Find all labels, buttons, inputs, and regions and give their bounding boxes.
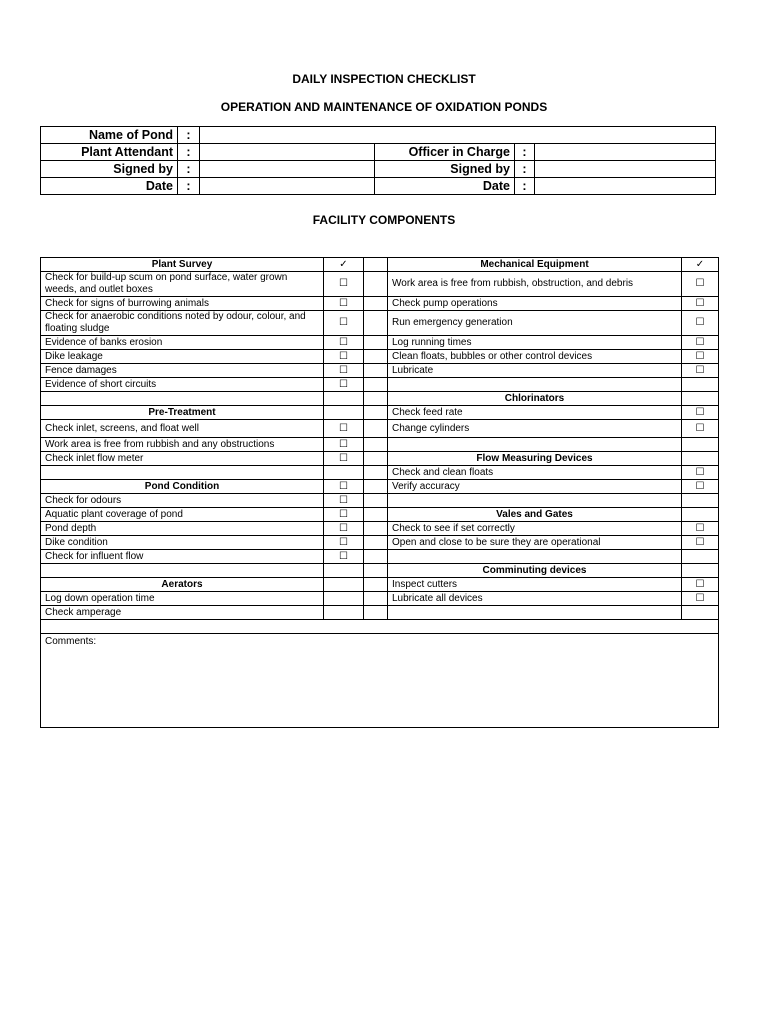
table-row	[41, 592, 719, 606]
empty-cell	[388, 494, 682, 508]
spacer-cell	[364, 420, 388, 438]
item-label: Pond depth	[41, 522, 324, 536]
item-label: Check amperage	[41, 606, 324, 620]
checkbox-icon[interactable]: ☐	[324, 364, 364, 378]
colon: :	[178, 127, 200, 144]
checkbox-icon[interactable]: ☐	[324, 350, 364, 364]
empty-cell	[324, 392, 364, 406]
table-row	[41, 420, 719, 438]
checkbox-icon[interactable]: ☐	[324, 336, 364, 350]
checkbox-icon[interactable]: ☐	[682, 536, 719, 550]
table-row	[41, 536, 719, 550]
item-label: Check pump operations	[388, 297, 682, 311]
checkbox-icon[interactable]: ☐	[682, 480, 719, 494]
empty-cell	[682, 378, 719, 392]
plant-attendant-label: Plant Attendant	[41, 144, 178, 161]
checkbox-icon[interactable]: ☐	[324, 378, 364, 392]
empty-cell	[682, 550, 719, 564]
empty-cell	[324, 606, 364, 620]
empty-cell	[324, 406, 364, 420]
form-row-signed-by	[41, 161, 716, 178]
table-row	[41, 452, 719, 466]
table-row	[41, 364, 719, 378]
empty-cell	[324, 578, 364, 592]
checkbox-icon[interactable]: ☐	[682, 420, 719, 438]
table-row	[41, 438, 719, 452]
table-row	[41, 522, 719, 536]
name-of-pond-field[interactable]	[200, 127, 716, 144]
vales-and-gates-heading: Vales and Gates	[388, 508, 682, 522]
checkbox-icon[interactable]: ☐	[324, 297, 364, 311]
table-row	[41, 480, 719, 494]
table-row	[41, 378, 719, 392]
item-label: Fence damages	[41, 364, 324, 378]
spacer-cell	[364, 378, 388, 392]
pre-treatment-heading: Pre-Treatment	[41, 406, 324, 420]
document-title: DAILY INSPECTION CHECKLIST	[292, 72, 476, 86]
spacer-cell	[364, 494, 388, 508]
checkbox-icon[interactable]: ☐	[682, 311, 719, 336]
spacer-cell	[364, 406, 388, 420]
spacer-cell	[364, 272, 388, 297]
item-label: Evidence of banks erosion	[41, 336, 324, 350]
empty-cell	[682, 452, 719, 466]
item-label: Check for build-up scum on pond surface, water grown weeds, and outlet boxes	[41, 272, 324, 297]
spacer-cell	[364, 392, 388, 406]
comments-label: Comments:	[45, 636, 97, 647]
empty-cell	[682, 494, 719, 508]
empty-cell	[324, 564, 364, 578]
empty-cell	[41, 564, 324, 578]
table-row	[41, 606, 719, 620]
date-label: Date	[375, 178, 515, 195]
item-label: Log down operation time	[41, 592, 324, 606]
spacer-cell	[364, 606, 388, 620]
item-label: Check for influent flow	[41, 550, 324, 564]
table-row	[41, 311, 719, 336]
signed-by-label: Signed by	[41, 161, 178, 178]
form-row-name-of-pond	[41, 127, 716, 144]
colon: :	[515, 144, 535, 161]
mechanical-equipment-heading: Mechanical Equipment	[388, 258, 682, 272]
colon: :	[178, 178, 200, 195]
spacer-cell	[364, 336, 388, 350]
item-label: Aquatic plant coverage of pond	[41, 508, 324, 522]
checkbox-icon[interactable]: ☐	[324, 550, 364, 564]
date-label: Date	[41, 178, 178, 195]
empty-cell	[41, 392, 324, 406]
table-row	[41, 336, 719, 350]
item-label: Change cylinders	[388, 420, 682, 438]
checkbox-icon[interactable]: ☐	[324, 480, 364, 494]
table-row	[41, 620, 719, 634]
item-label: Check inlet flow meter	[41, 452, 324, 466]
item-label: Clean floats, bubbles or other control devices	[388, 350, 682, 364]
colon: :	[178, 144, 200, 161]
item-label: Dike leakage	[41, 350, 324, 364]
colon: :	[515, 178, 535, 195]
empty-cell	[324, 466, 364, 480]
facility-checklist-table	[40, 257, 719, 728]
colon: :	[178, 161, 200, 178]
item-label: Check and clean floats	[388, 466, 682, 480]
spacer-cell	[364, 508, 388, 522]
empty-cell	[682, 564, 719, 578]
empty-cell	[682, 508, 719, 522]
colon: :	[515, 161, 535, 178]
blank-row	[41, 620, 719, 634]
item-label: Check for odours	[41, 494, 324, 508]
checkbox-icon[interactable]: ☐	[324, 452, 364, 466]
item-label: Lubricate	[388, 364, 682, 378]
table-row	[41, 494, 719, 508]
empty-cell	[388, 606, 682, 620]
spacer-cell	[364, 258, 388, 272]
spacer-cell	[364, 522, 388, 536]
spacer-cell	[364, 578, 388, 592]
item-label: Verify accuracy	[388, 480, 682, 494]
checkbox-icon[interactable]: ☐	[324, 536, 364, 550]
flow-measuring-devices-heading: Flow Measuring Devices	[388, 452, 682, 466]
section-title: FACILITY COMPONENTS	[312, 213, 456, 227]
item-label: Open and close to be sure they are operational	[388, 536, 682, 550]
date-field-right[interactable]	[535, 178, 716, 195]
document-subtitle: OPERATION AND MAINTENANCE OF OXIDATION PONDS	[220, 100, 548, 114]
empty-cell	[41, 466, 324, 480]
empty-cell	[324, 592, 364, 606]
header-form-table	[40, 126, 716, 195]
item-label: Evidence of short circuits	[41, 378, 324, 392]
table-row	[41, 392, 719, 406]
signed-by-field-right[interactable]	[535, 161, 716, 178]
empty-cell	[682, 606, 719, 620]
checkbox-icon[interactable]: ☐	[682, 350, 719, 364]
checkbox-icon[interactable]: ☐	[682, 364, 719, 378]
plant-survey-heading: Plant Survey	[41, 258, 324, 272]
officer-in-charge-label: Officer in Charge	[375, 144, 515, 161]
item-label: Log running times	[388, 336, 682, 350]
officer-in-charge-field[interactable]	[535, 144, 716, 161]
check-mark-icon: ✓	[324, 258, 364, 272]
date-field-left[interactable]	[200, 178, 375, 195]
item-label: Check for signs of burrowing animals	[41, 297, 324, 311]
table-row	[41, 297, 719, 311]
chlorinators-heading: Chlorinators	[388, 392, 682, 406]
spacer-cell	[364, 550, 388, 564]
checkbox-icon[interactable]: ☐	[682, 272, 719, 297]
empty-cell	[388, 550, 682, 564]
empty-cell	[682, 392, 719, 406]
table-row	[41, 578, 719, 592]
checkbox-icon[interactable]: ☐	[682, 522, 719, 536]
spacer-cell	[364, 350, 388, 364]
checkbox-icon[interactable]: ☐	[682, 578, 719, 592]
table-row	[41, 406, 719, 420]
check-mark-icon: ✓	[682, 258, 719, 272]
checkbox-icon[interactable]: ☐	[682, 466, 719, 480]
item-label: Lubricate all devices	[388, 592, 682, 606]
spacer-cell	[364, 592, 388, 606]
item-label: Run emergency generation	[388, 311, 682, 336]
spacer-cell	[364, 364, 388, 378]
table-row	[41, 564, 719, 578]
item-label: Dike condition	[41, 536, 324, 550]
pond-condition-heading: Pond Condition	[41, 480, 324, 494]
item-label: Inspect cutters	[388, 578, 682, 592]
checkbox-icon[interactable]: ☐	[324, 420, 364, 438]
checkbox-icon[interactable]: ☐	[682, 592, 719, 606]
checkbox-icon[interactable]: ☐	[682, 406, 719, 420]
checkbox-icon[interactable]: ☐	[324, 311, 364, 336]
item-label: Check feed rate	[388, 406, 682, 420]
aerators-heading: Aerators	[41, 578, 324, 592]
signed-by-label: Signed by	[375, 161, 515, 178]
comments-field[interactable]	[41, 634, 719, 728]
table-row	[41, 508, 719, 522]
item-label: Work area is free from rubbish and any obstructions	[41, 438, 324, 452]
spacer-cell	[364, 452, 388, 466]
checklist-header-row	[41, 258, 719, 272]
spacer-cell	[364, 297, 388, 311]
empty-cell	[682, 438, 719, 452]
comminuting-devices-heading: Comminuting devices	[388, 564, 682, 578]
spacer-cell	[364, 311, 388, 336]
table-row	[41, 272, 719, 297]
item-label: Check inlet, screens, and float well	[41, 420, 324, 438]
signed-by-field-left[interactable]	[200, 161, 375, 178]
checkbox-icon[interactable]: ☐	[682, 336, 719, 350]
spacer-cell	[364, 438, 388, 452]
checkbox-icon[interactable]: ☐	[324, 522, 364, 536]
comments-row	[41, 634, 719, 728]
item-label: Check to see if set correctly	[388, 522, 682, 536]
name-of-pond-label: Name of Pond	[41, 127, 178, 144]
spacer-cell	[364, 536, 388, 550]
item-label: Check for anaerobic conditions noted by odour, colour, and floating sludge	[41, 311, 324, 336]
empty-cell	[388, 438, 682, 452]
table-row	[41, 550, 719, 564]
checkbox-icon[interactable]: ☐	[324, 508, 364, 522]
spacer-cell	[364, 564, 388, 578]
form-row-date	[41, 178, 716, 195]
plant-attendant-field[interactable]	[200, 144, 375, 161]
spacer-cell	[364, 466, 388, 480]
form-row-plant-attendant	[41, 144, 716, 161]
empty-cell	[388, 378, 682, 392]
checkbox-icon[interactable]: ☐	[324, 438, 364, 452]
checkbox-icon[interactable]: ☐	[324, 494, 364, 508]
table-row	[41, 350, 719, 364]
item-label: Work area is free from rubbish, obstruction, and debris	[388, 272, 682, 297]
table-row	[41, 466, 719, 480]
spacer-cell	[364, 480, 388, 494]
checkbox-icon[interactable]: ☐	[682, 297, 719, 311]
checkbox-icon[interactable]: ☐	[324, 272, 364, 297]
